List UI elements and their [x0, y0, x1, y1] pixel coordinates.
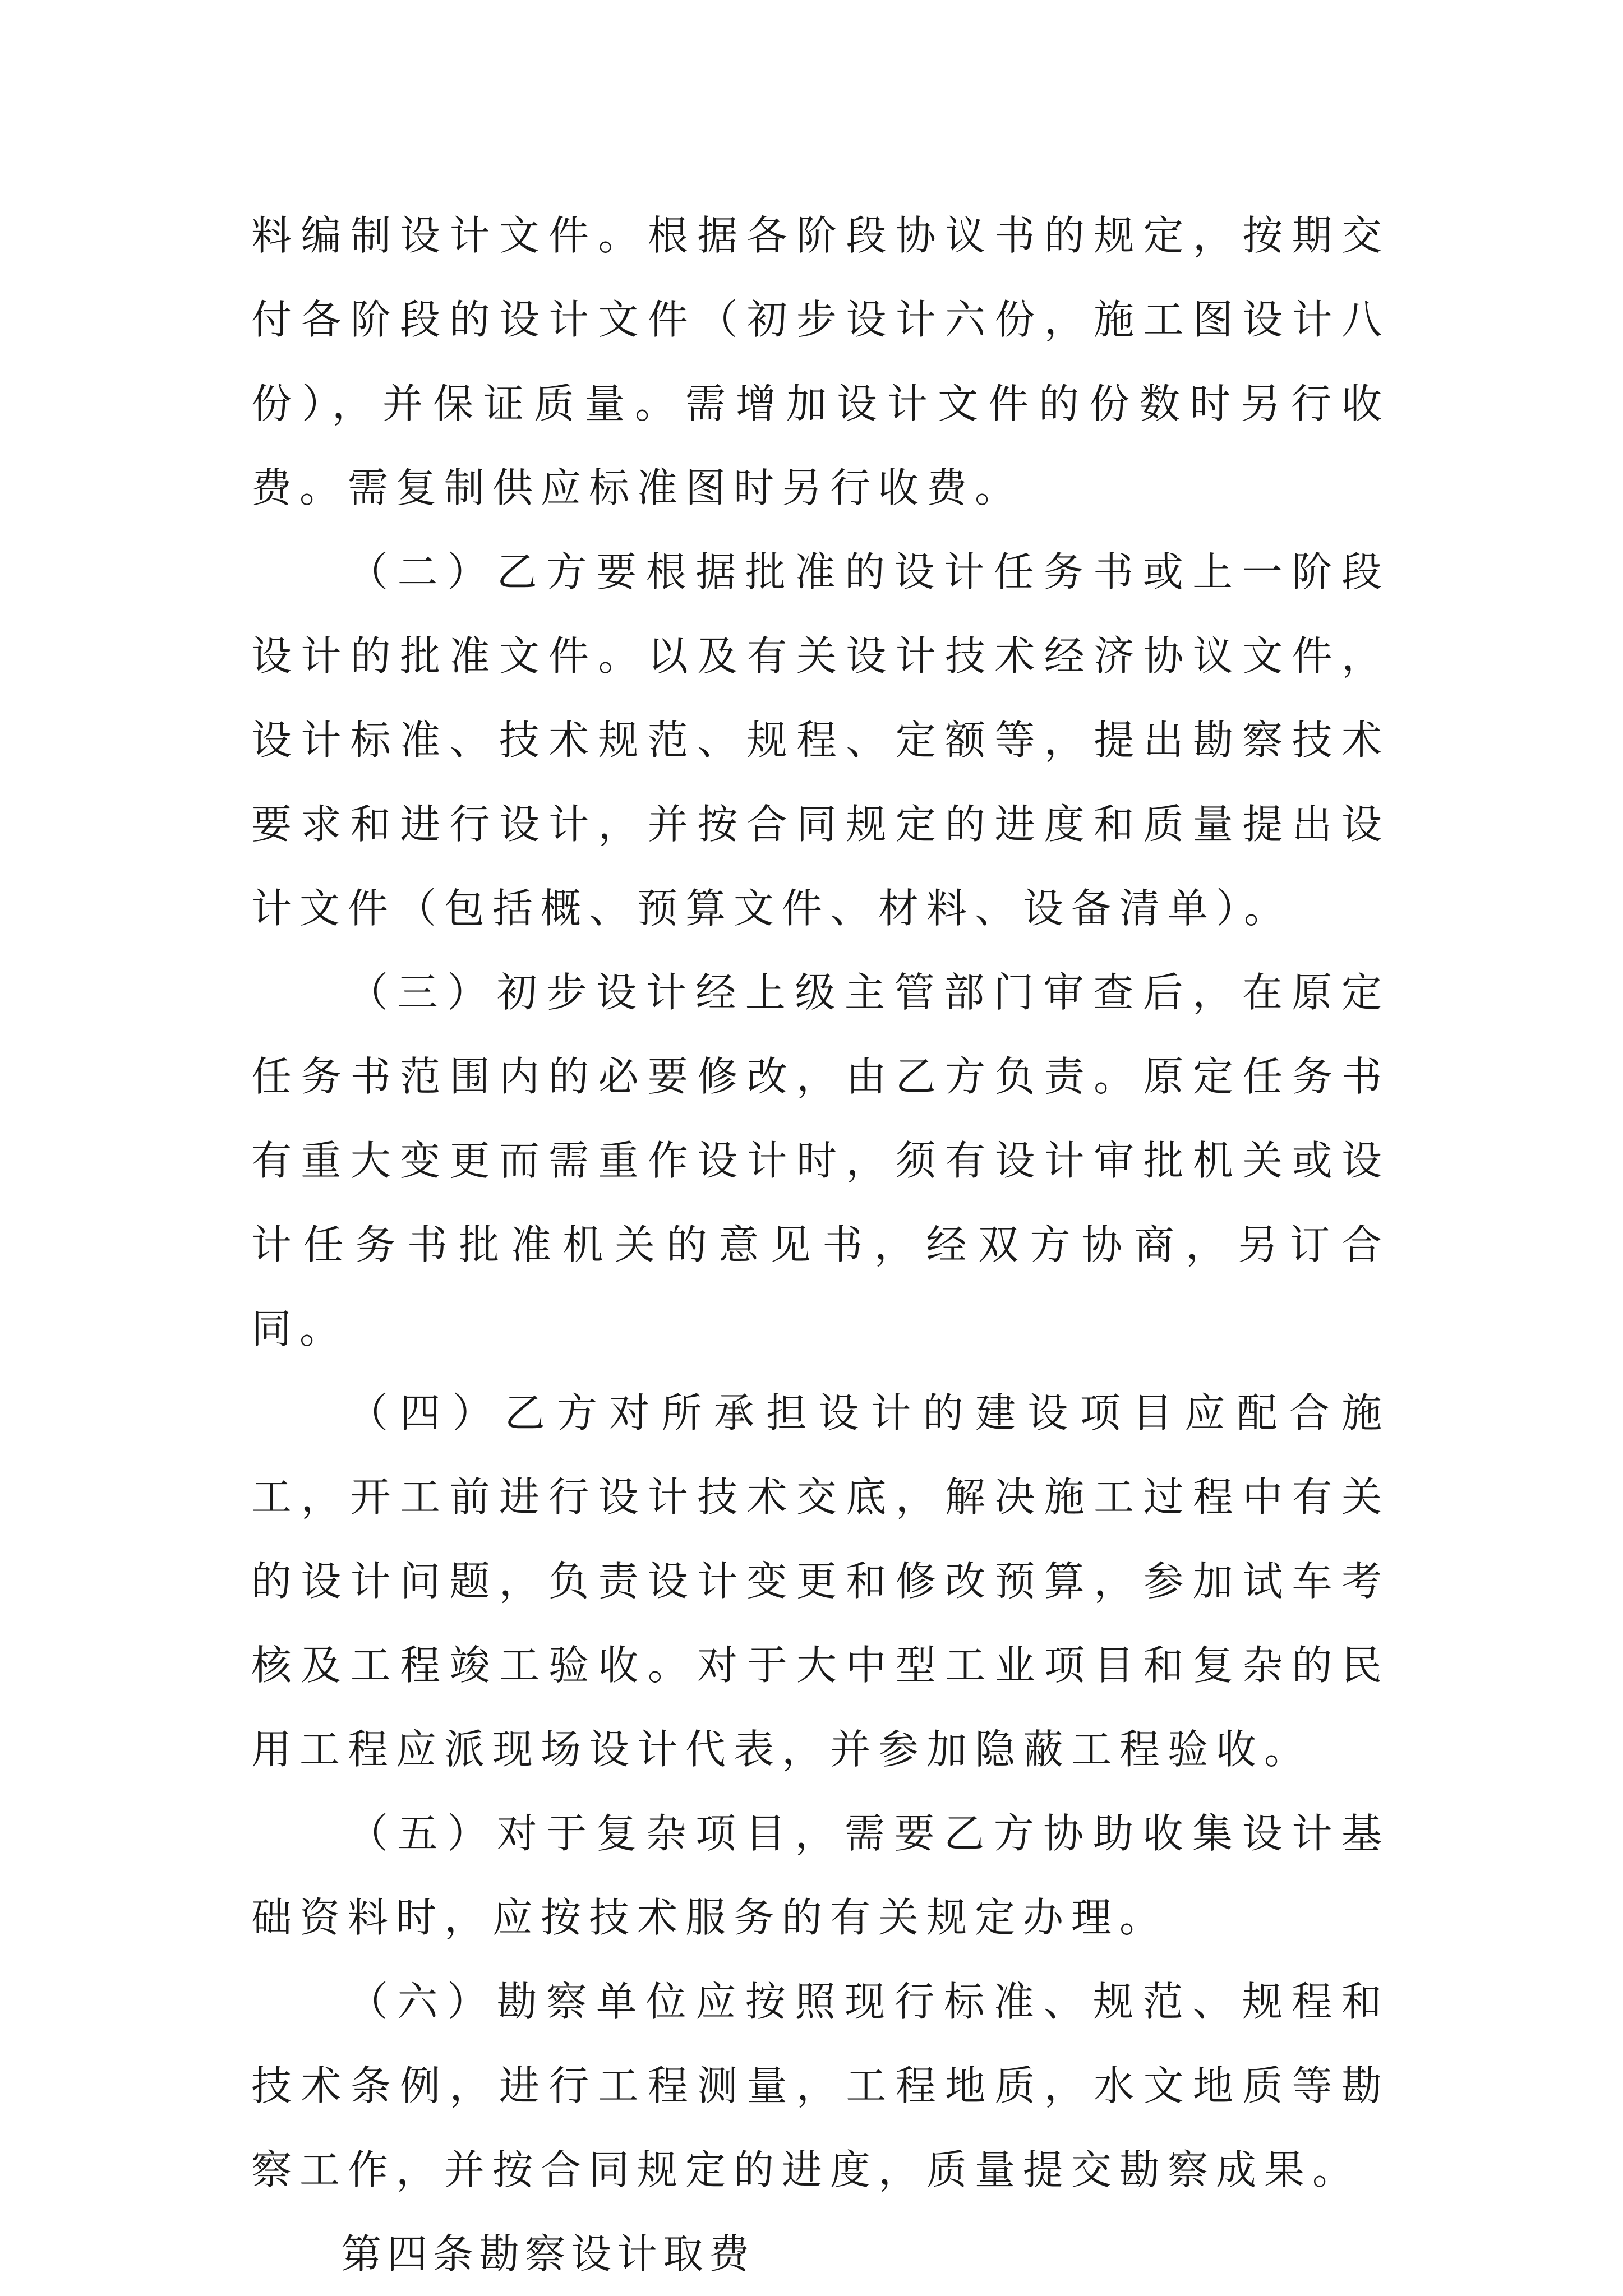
paragraph-item-4: （四）乙方对所承担设计的建设项目应配合施工，开工前进行设计技术交底，解决施工过程中有关的设计问题，负责设计变更和修改预算，参加试车考核及工程竣工验收。对于大中型工业项目和复杂的民用工程应派现场设计代表，并参加隐蔽工程验收。 [251, 1389, 1390, 1773]
paragraph-item-2: （二）乙方要根据批准的设计任务书或上一阶段设计的批准文件。以及有关设计技术经济协议文件，设计标准、技术规范、规程、定额等，提出勘察技术要求和进行设计，并按合同规定的进度和质量提出设计文件（包括概、预算文件、材料、设备清单）。 [251, 548, 1390, 932]
paragraph-item-6: （六）勘察单位应按照现行标准、规范、规程和技术条例，进行工程测量，工程地质，水文地质等勘察工作，并按合同规定的进度，质量提交勘察成果。 [251, 1978, 1390, 2193]
paragraph-continuation: 料编制设计文件。根据各阶段协议书的规定，按期交付各阶段的设计文件（初步设计六份，施工图设计八份），并保证质量。需增加设计文件的份数时另行收费。需复制供应标准图时另行收费。 [251, 212, 1390, 511]
document-body [251, 193, 1390, 2296]
paragraph-item-5: （五）对于复杂项目，需要乙方协助收集设计基础资料时，应按技术服务的有关规定办理。 [251, 1810, 1390, 1941]
section-heading: 第四条勘察设计取费 [341, 2230, 755, 2277]
paragraph-item-3: （三）初步设计经上级主管部门审查后，在原定任务书范围内的必要修改，由乙方负责。原定任务书有重大变更而需重作设计时，须有设计审批机关或设计任务书批准机关的意见书，经双方协商，另订合同。 [251, 969, 1390, 1352]
